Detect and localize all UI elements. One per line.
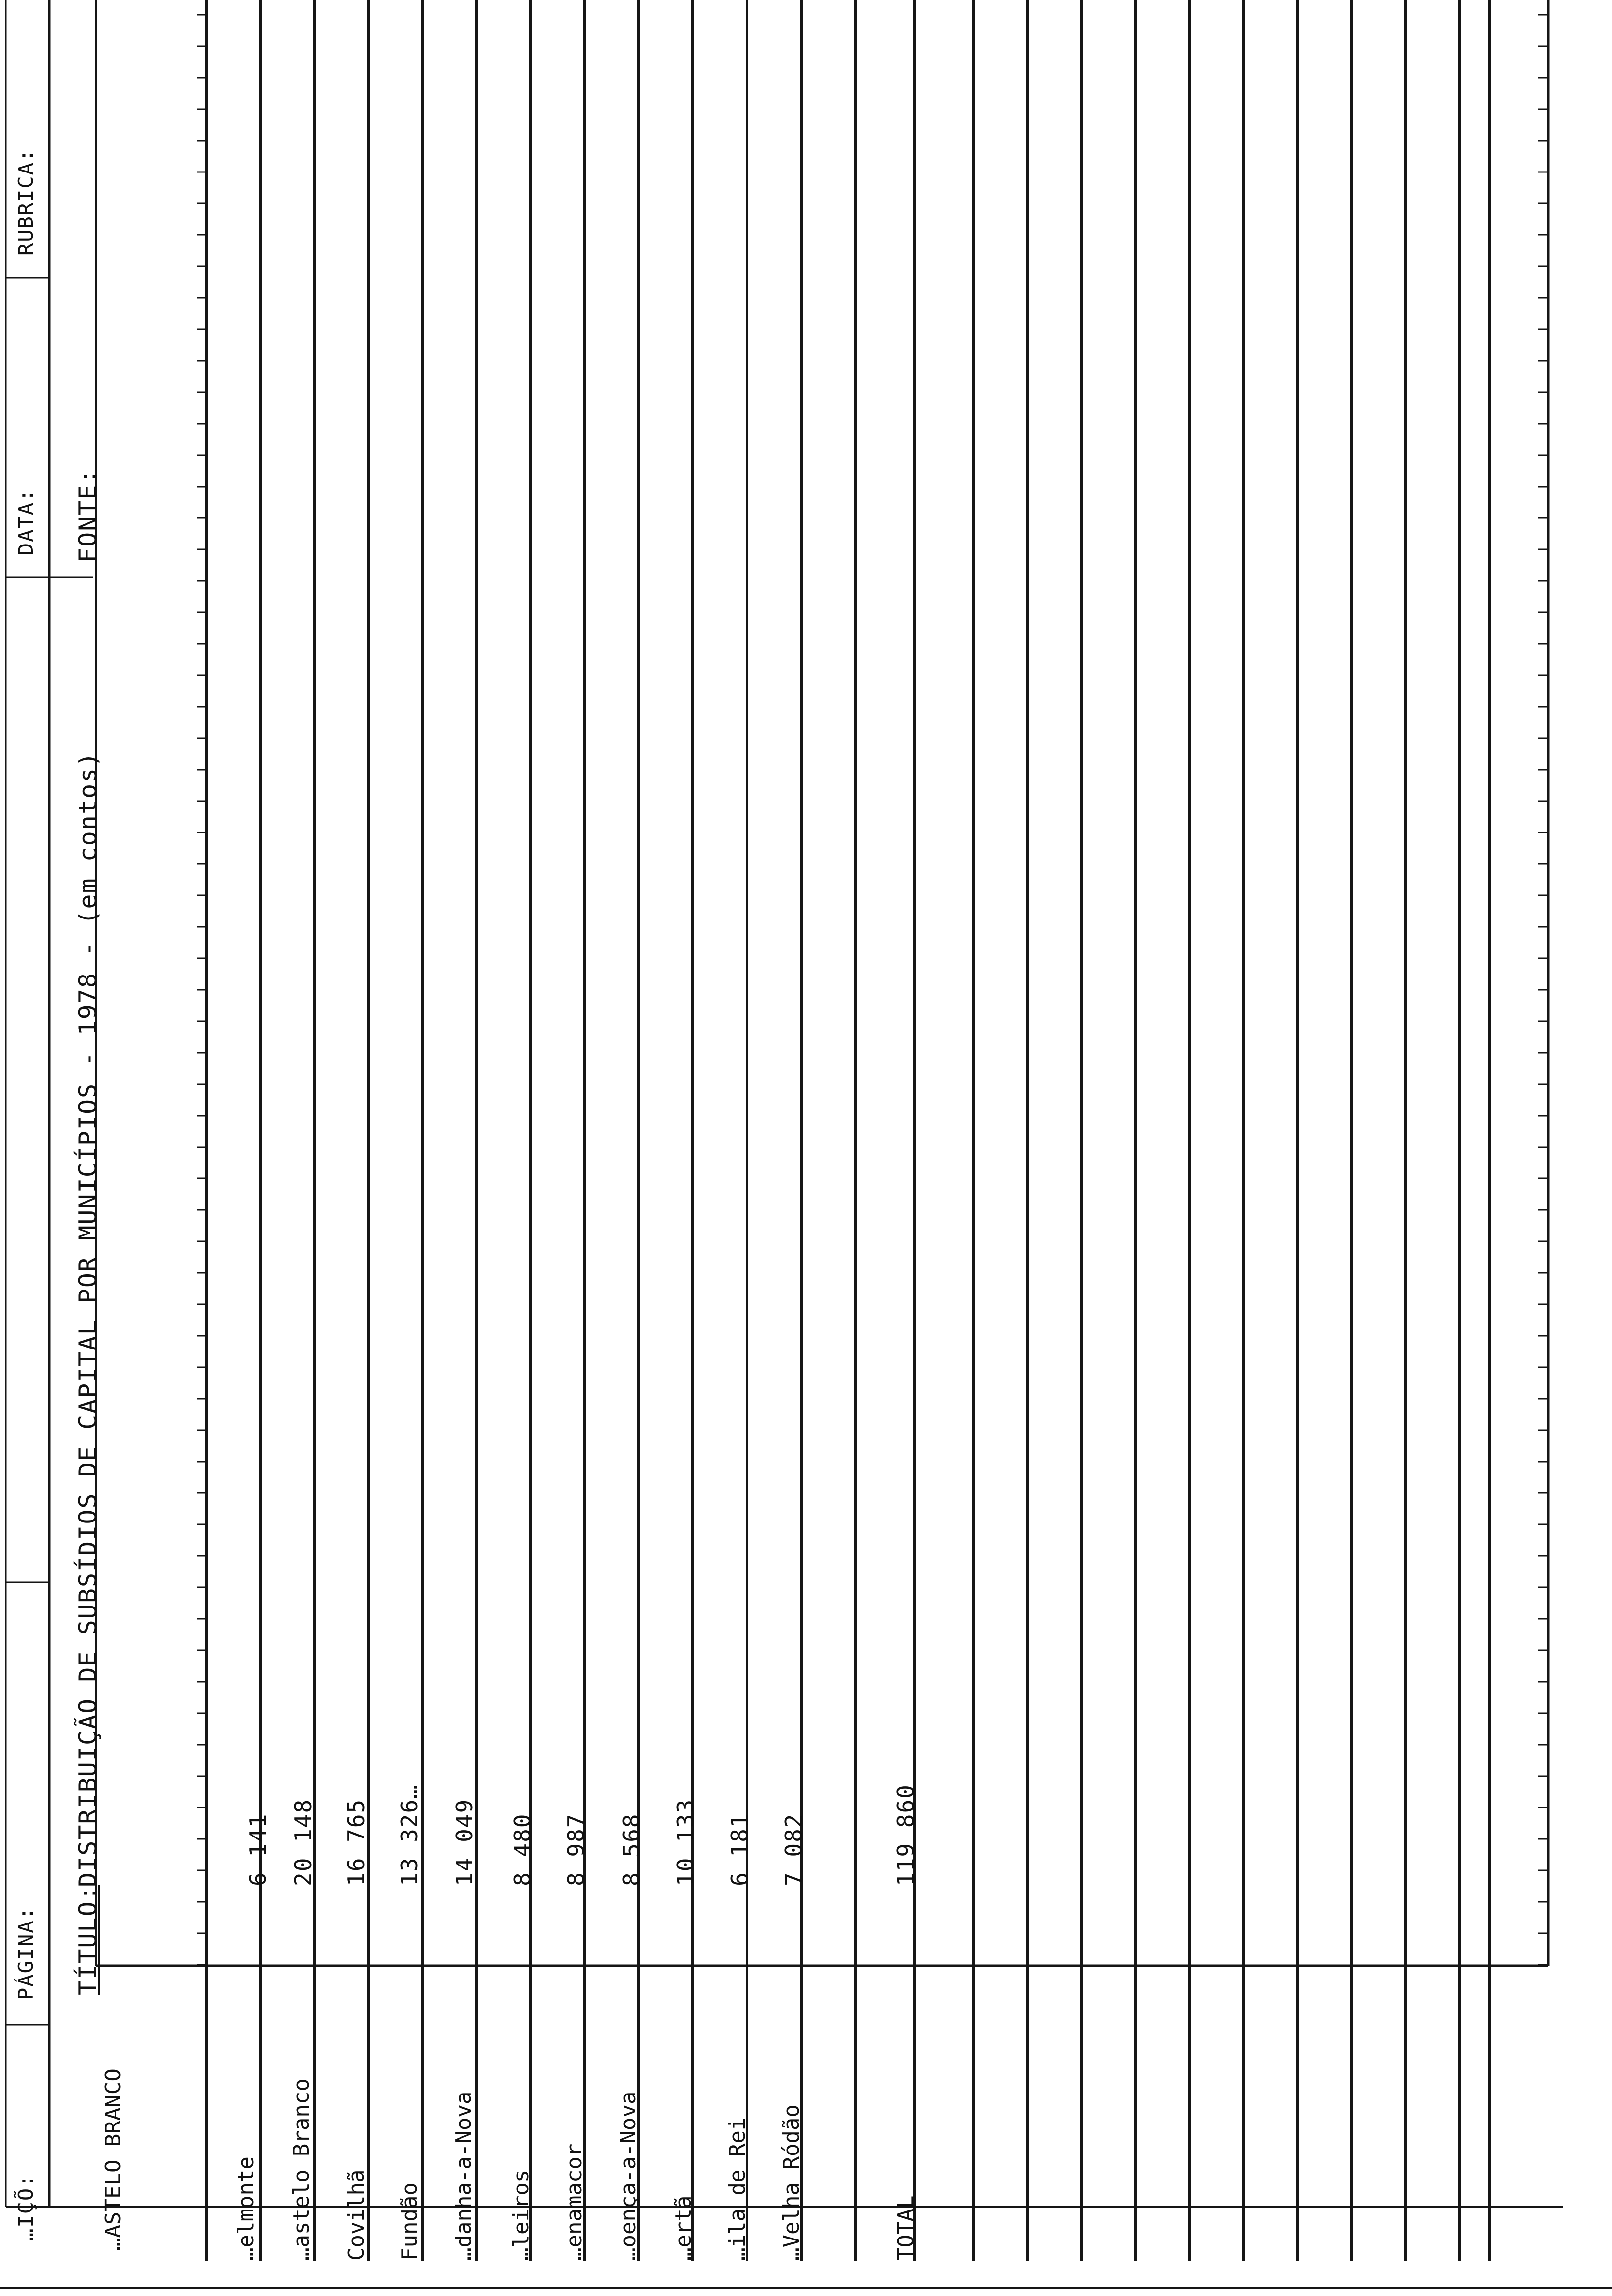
rubrica-label: RUBRICA:	[14, 148, 38, 256]
row-name: …leiros	[509, 2169, 534, 2261]
pagina-label: PÁGINA:	[14, 1906, 38, 2000]
row-value: 10 133	[672, 1798, 699, 1886]
titulo-label: TÍTULO:	[74, 1885, 102, 1995]
row-value: 8 568	[618, 1813, 645, 1886]
data-label: DATA:	[14, 488, 38, 555]
seccao-label: …IÇÕ:	[14, 2174, 38, 2241]
row-name: …oença-a-Nova	[616, 2091, 641, 2261]
row-value: 13 326…	[396, 1784, 423, 1886]
row-name: Covilhã	[344, 2169, 369, 2261]
row-value: 20 148	[290, 1798, 317, 1886]
row-value: 8 987	[563, 1813, 589, 1886]
row-value: 7 082	[780, 1813, 807, 1886]
total-label: TOTAL	[893, 2195, 919, 2261]
row-value: 16 765	[343, 1798, 370, 1886]
row-name: …elmonte	[233, 2156, 259, 2261]
row-value: 6 181	[726, 1813, 753, 1886]
fonte-label: FONTE:	[74, 468, 102, 563]
row-value: 14 049	[451, 1798, 478, 1886]
page-title: DISTRIBUIÇÃO DE SUBSÍDIOS DE CAPITAL POR MUNICÍPIOS - 1978 - (em contos)	[74, 751, 102, 1887]
row-name: …Velha Ródão	[779, 2104, 804, 2261]
row-name: Fundão	[397, 2182, 422, 2261]
row-name: …ila de Rei	[725, 2117, 750, 2261]
row-name: …astelo Branco	[289, 2078, 314, 2261]
row-name: …ertã	[671, 2195, 696, 2261]
row-name: …danha-a-Nova	[451, 2091, 476, 2261]
row-value: 8 480	[509, 1813, 536, 1886]
total-value: 119 860	[892, 1784, 919, 1886]
row-value: 6 141	[245, 1813, 271, 1886]
row-name: …enamacor	[562, 2143, 587, 2261]
district-heading: …ASTELO BRANCO	[101, 2068, 126, 2251]
